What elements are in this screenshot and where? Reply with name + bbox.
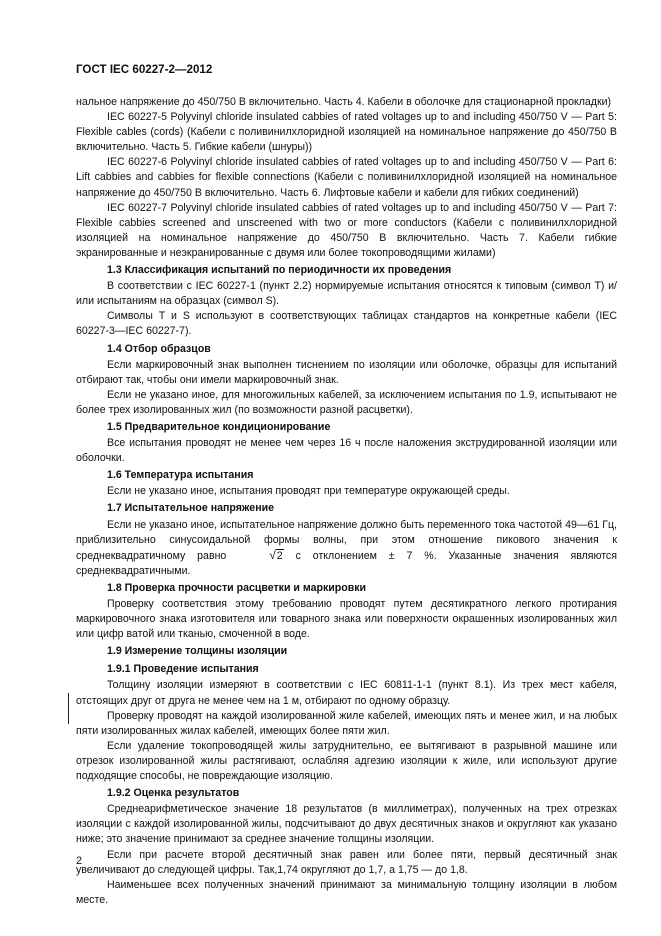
document-header: ГОСТ IEC 60227-2—2012 [76,63,213,76]
paragraph: Проверку соответствия этому требованию проводят путем десятикратного легкого протирания маркировочного знака изготовителя или товарного знака или поверхности окрашенных изолированных жил или цифр ватой или тканью, смоченной в воде. [76,598,617,641]
paragraph: Все испытания проводят не менее чем через 16 ч после наложения экструдированной изоляции или оболочки. [76,437,617,465]
section-heading: 1.8 Проверка прочности расцветки и маркировки [107,581,367,594]
paragraph: нальное напряжение до 450/750 В включительно. Часть 4. Кабели в оболочке для стационарной прокладки) [76,96,612,108]
paragraph: Если удаление токопроводящей жилы затруднительно, ее вытягивают в разрывной машине или отрезок изолированной жилы растягивают, ослабляя адгезию изоляции к жиле, или используют другие подходящие способы, не повреждающие изоляцию. [76,739,617,783]
paragraph: IEC 60227-7 Polyvinyl chloride insulated cabbies of rated voltages up to and including 450/750 V — Part 7: Flexible cabbies screened and unscreened with two or more conductors (Кабели с поливинилхлоридной изоляцией на номинальное напряжение до 450/750 В включительно. Часть 7. Кабели гибкие экранированные и неэкранированные с двумя или более токопроводящими жилами) [76,201,617,259]
paragraph: Если маркировочный знак выполнен тиснением по изоляции или оболочке, образцы для испытаний отбирают так, чтобы они имели маркировочный знак. [76,358,617,386]
paragraph [76,518,617,579]
paragraph: Если не указано иное, для многожильных кабелей, за исключением испытания по 1.9, испытывают не более трех изолированных жил (по возможности разной расцветки). [76,388,617,416]
section-heading: 1.7 Испытательное напряжение [107,502,274,515]
sqrt-sign: √ [269,547,276,562]
paragraph: Среднеарифметическое значение 18 результатов (в миллиметрах), полученных на трех отрезках изоляции с каждой изолированной жилы, подсчитывают до двух десятичных знаков и округляют как указано ниже; это значение принимают за среднее значение толщины изоляции. [76,803,617,846]
paragraph: Наименьшее всех полученных значений принимают за минимальную толщину изоляции в любом месте. [76,878,617,906]
sqrt-radicand: 2 [276,549,283,562]
paragraph: IEC 60227-5 Polyvinyl chloride insulated cabbies of rated voltages up to and including 450/750 V — Part 5: Flexible cables (cords) (Кабели с поливинилхлоридной изоляцией на номинальное напряжение до 450/750 В включительно. Часть 5. Гибкие кабели (шнуры)) [76,111,617,154]
paragraph-text: с отклонением ± 7 %. Указанные значения являются среднеквадратичными. [76,549,617,577]
paragraph: В соответствии с IEC 60227-1 (пункт 2.2) нормируемые испытания относятся к типовым (символ Т) и/или испытаниям на образцах (символ S). [76,280,617,308]
paragraph-text: Если не указано иное, испытательное напряжение должно быть переменного тока частотой 49—61 Гц, приблизительно синусоидальной формы волны, при этом отношение пикового значения к среднеквадратичному равно [76,518,617,562]
paragraph: Проверку проводят на каждой изолированной жиле кабелей, имеющих пять и менее жил, и на любых пяти изолированных жилах кабелей, имеющих более пяти жил. [76,709,617,737]
subsection-heading: 1.9.2 Оценка результатов [107,787,240,800]
paragraph: IEC 60227-6 Polyvinyl chloride insulated cabbies of rated voltages up to and including 450/750 V — Part 6: Lift cabbies and cabbies for flexible connections (Кабели с поливинилхлоридной изоляцией на номинальное напряжение до 450/750 В включительно. Часть 6. Лифтовые кабели и кабели для гибких соединений) [76,156,617,199]
document-body [76,95,617,908]
paragraph: Символы Т и S используют в соответствующих таблицах стандартов на конкретные кабели (IEC 60227-3—IEC 60227-7). [76,310,617,338]
subsection-heading: 1.9.1 Проведение испытания [107,663,259,676]
paragraph: Толщину изоляции измеряют в соответствии с IEC 60811-1-1 (пункт 8.1). Из трех мест кабеля, отстоящих друг от друга не менее чем на 1 м, отбирают по одному образцу. [76,679,617,707]
section-heading: 1.6 Температура испытания [107,469,254,482]
change-bar [68,693,69,724]
section-heading: 1.4 Отбор образцов [107,342,211,355]
paragraph: Если при расчете второй десятичный знак равен или более пяти, первый десятичный знак увеличивают до следующей цифры. Так,1,74 округляют до 1,7, а 1,75 — до 1,8. [76,848,617,876]
section-heading: 1.9 Измерение толщины изоляции [107,645,288,658]
section-heading: 1.5 Предварительное кондиционирование [107,420,331,433]
page-number: 2 [76,855,83,867]
section-heading: 1.3 Классификация испытаний по периодичности их проведения [107,264,452,277]
paragraph: Если не указано иное, испытания проводят при температуре окружающей среды. [107,485,510,498]
sqrt-formula [238,548,284,564]
